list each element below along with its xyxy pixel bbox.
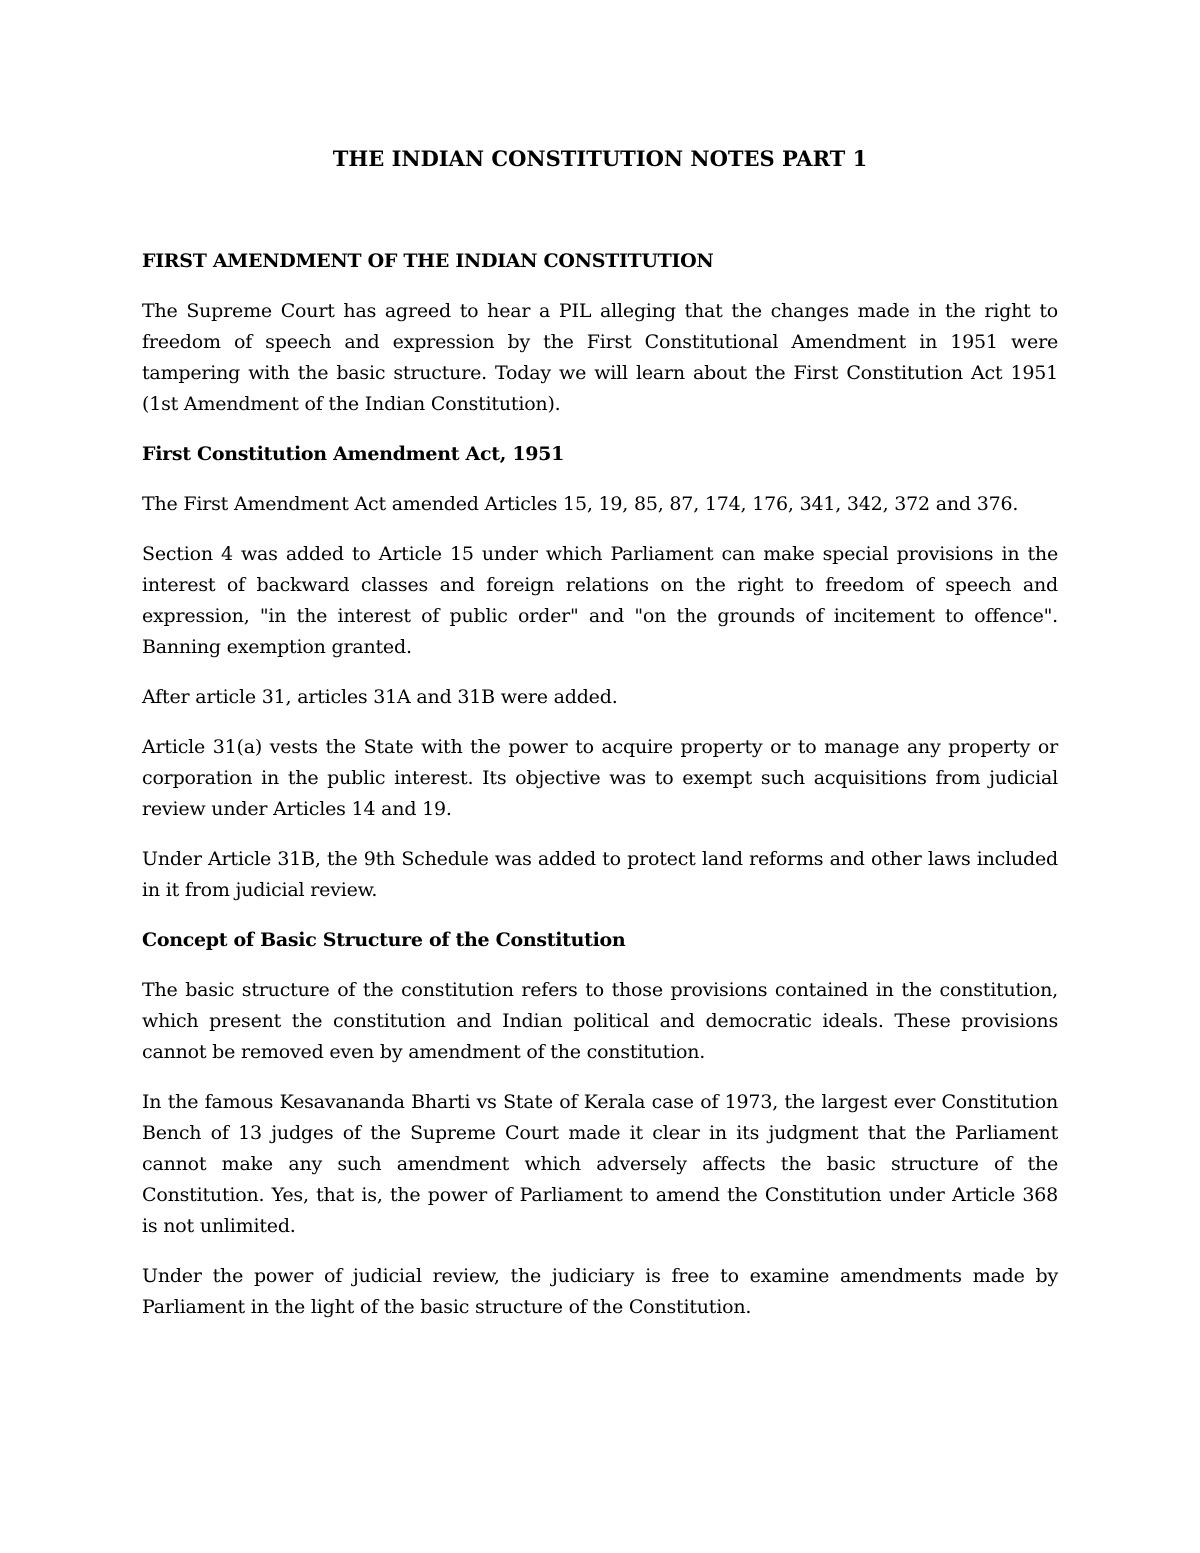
section-heading-amendment-act: First Constitution Amendment Act, 1951 <box>142 443 565 465</box>
document-body <box>142 142 1058 1342</box>
paragraph-article-31a: Article 31(a) vests the State with the power to acquire property or to manage any property or corporation in the public interest. Its objective was to exempt such acquisitions from judicial review under Articles 14 and 19. <box>142 736 1058 820</box>
section-first-amendment <box>142 246 1058 420</box>
section-basic-structure <box>142 925 1058 1323</box>
paragraph-articles-amended: The First Amendment Act amended Articles 15, 19, 85, 87, 174, 176, 341, 342, 372 and 376. <box>142 493 1019 515</box>
paragraph-judicial-review: Under the power of judicial review, the judiciary is free to examine amendments made by Parliament in the light of the basic structure of the Constitution. <box>142 1265 1058 1318</box>
paragraph-articles-31a-31b: After article 31, articles 31A and 31B were added. <box>142 686 618 708</box>
document-title: THE INDIAN CONSTITUTION NOTES PART 1 <box>332 146 868 171</box>
paragraph-section-4: Section 4 was added to Article 15 under which Parliament can make special provisions in the interest of backward classes and foreign relations on the right to freedom of speech and expression, "in the interest of public order" and "on the grounds of incitement to offence". Banning exemption granted. <box>142 543 1058 658</box>
paragraph-pil-intro: The Supreme Court has agreed to hear a PIL alleging that the changes made in the right to freedom of speech and expression by the First Constitutional Amendment in 1951 were tampering with the basic structure. Today we will learn about the First Constitution Act 1951 (1st Amendment of the Indian Constitution). <box>142 300 1058 415</box>
section-heading-basic-structure: Concept of Basic Structure of the Constitution <box>142 929 626 951</box>
paragraph-kesavananda-bharti: In the famous Kesavananda Bharti vs State of Kerala case of 1973, the largest ever Constitution Bench of 13 judges of the Supreme Court made it clear in its judgment that the Parliament cannot make any such amendment which adversely affects the basic structure of the Constitution. Yes, that is, the power of Parliament to amend the Constitution under Article 368 is not unlimited. <box>142 1091 1058 1237</box>
section-heading-first-amendment: FIRST AMENDMENT OF THE INDIAN CONSTITUTION <box>142 250 714 272</box>
paragraph-basic-structure-definition: The basic structure of the constitution refers to those provisions contained in the constitution, which present the constitution and Indian political and democratic ideals. These provisions cannot be removed even by amendment of the constitution. <box>142 979 1058 1063</box>
section-amendment-act-1951 <box>142 439 1058 906</box>
paragraph-article-31b: Under Article 31B, the 9th Schedule was added to protect land reforms and other laws included in it from judicial review. <box>142 848 1058 901</box>
